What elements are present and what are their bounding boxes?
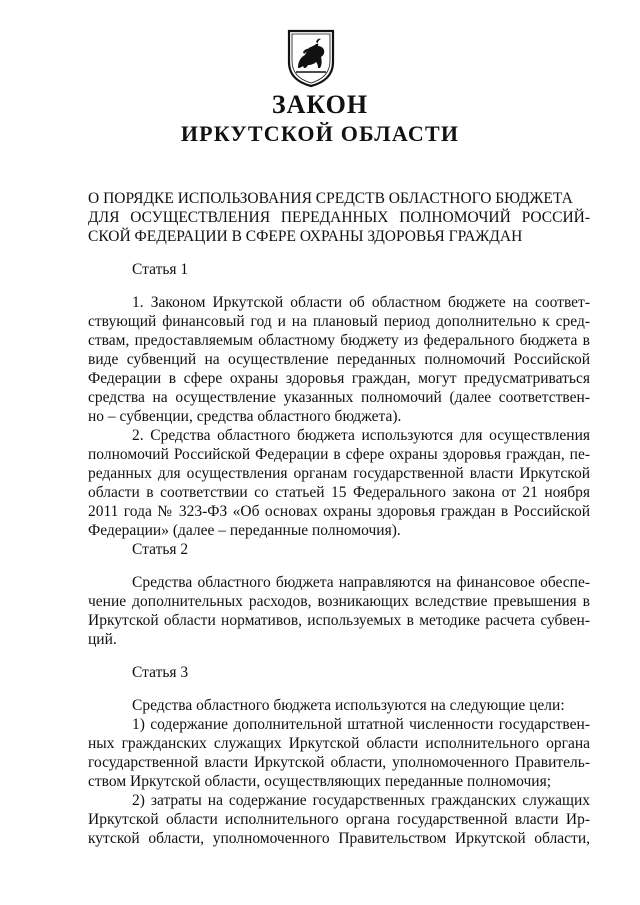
subject-line: О ПОРЯДКЕ ИСПОЛЬЗОВАНИЯ СРЕДСТВ ОБЛАСТНОГО БЮДЖЕТА — [88, 190, 573, 207]
law-subject — [88, 189, 590, 246]
article-paragraph — [88, 791, 590, 848]
article-paragraph — [88, 573, 590, 649]
text-line: 2011 года № 323-ФЗ «Об основах охраны здоровья граждан в Российской — [88, 503, 590, 520]
text-line: ций. — [88, 631, 117, 648]
text-line: полномочий Российской Федерации в сфере охраны здоровья граждан, пе- — [88, 446, 590, 463]
text-line: реданных для осуществления органам государственной власти Иркутской — [88, 465, 590, 482]
article-heading: Статья 2 — [132, 541, 189, 558]
article-paragraph — [88, 715, 590, 791]
subject-line: СКОЙ ФЕДЕРАЦИИ В СФЕРЕ ОХРАНЫ ЗДОРОВЬЯ ГРАЖДАН — [88, 228, 523, 245]
text-line: ствам, предоставляемым областному бюджету из федерального бюджета в — [88, 332, 590, 349]
document-subtitle: ИРКУТСКОЙ ОБЛАСТИ — [180, 121, 460, 146]
subject-line: ДЛЯ ОСУЩЕСТВЛЕНИЯ ПЕРЕДАННЫХ ПОЛНОМОЧИЙ РОССИЙ- — [88, 209, 590, 226]
text-line: Федерации в сфере охраны здоровья граждан, могут предусматриваться — [88, 370, 590, 387]
text-line: 2) затраты на содержание государственных гражданских служащих — [132, 792, 590, 809]
text-line: 1. Законом Иркутской области об областном бюджете на соответ- — [132, 294, 590, 311]
document-title: ЗАКОН — [271, 90, 369, 119]
article-heading: Статья 3 — [132, 664, 189, 681]
text-line: 2. Средства областного бюджета используются для осуществления — [132, 427, 590, 444]
text-line: кутской области, уполномоченного Правительством Иркутской области, — [88, 830, 590, 847]
text-line: области в соответствии со статьей 15 Федерального закона от 21 ноября — [88, 484, 590, 501]
text-line: Иркутской области нормативов, используемых в методике расчета субвен- — [88, 612, 590, 629]
text-line: виде субвенций на осуществление переданных полномочий Российской — [88, 351, 590, 368]
text-line: Средства областного бюджета используются на следующие цели: — [132, 697, 565, 714]
text-line: Иркутской области исполнительного органа государственной власти Ир- — [88, 811, 590, 828]
text-line: чение дополнительных расходов, возникающих вследствие превышения в — [88, 593, 590, 610]
text-line: средства на осуществление указанных полномочий (далее соответствен- — [88, 389, 590, 406]
text-line: ных гражданских служащих Иркутской области исполнительного органа — [88, 735, 590, 752]
text-line: Федерации» (далее – переданные полномочия). — [88, 522, 401, 539]
text-line: но – субвенции, средства областного бюджета). — [88, 408, 402, 425]
text-line: государственной власти Иркутской области, уполномоченного Правитель- — [88, 754, 590, 771]
irkutsk-coat-of-arms-icon — [285, 28, 337, 88]
text-line: 1) содержание дополнительной штатной численности государствен- — [132, 716, 590, 733]
text-line: Средства областного бюджета направляются на финансовое обеспе- — [132, 574, 590, 591]
article-paragraph — [88, 696, 590, 715]
text-line: ствующий финансовый год и на плановый период дополнительно к сред- — [88, 313, 590, 330]
article-paragraph — [88, 293, 590, 426]
text-line: ством Иркутской области, осуществляющих переданные полномочия; — [88, 773, 552, 790]
article-paragraph — [88, 426, 590, 540]
article-heading: Статья 1 — [132, 261, 189, 278]
